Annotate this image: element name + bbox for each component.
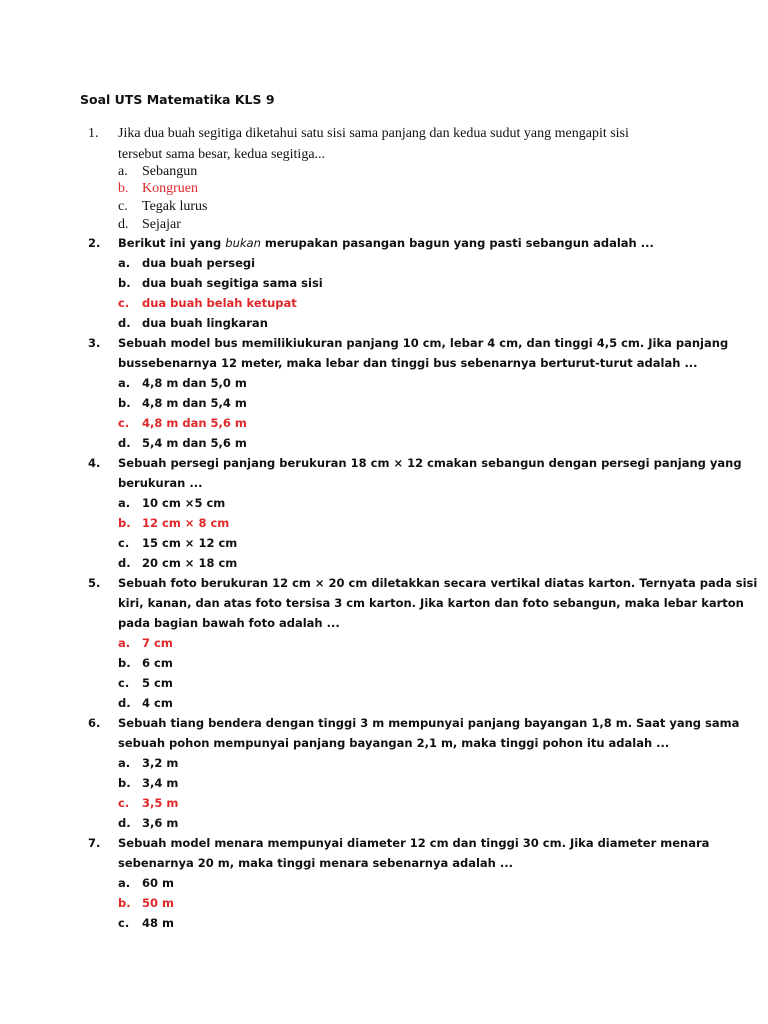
question-text-line: Berikut ini yang bukan merupakan pasangan bagun yang pasti sebangun adalah ... <box>118 236 654 250</box>
question-text-line: tersebut sama besar, kedua segitiga... <box>118 147 326 162</box>
question-text-line: Jika dua buah segitiga diketahui satu sisi sama panjang dan kedua sudut yang mengapit sisi <box>118 126 629 141</box>
question-number: 2. <box>88 236 101 250</box>
question-number: 1. <box>88 126 99 141</box>
page-title: Soal UTS Matematika KLS 9 <box>80 92 275 107</box>
document-page: Soal UTS Matematika KLS 9 1. Jika dua buah segitiga diketahui satu sisi sama panjang dan kedua sudut yang mengapit sisi tersebut sama besar, kedua segitiga... a. Sebangun b. Kongruen c. Tegak lurus d. Sejajar 2. Berikut ini yang bukan merupakan pasangan bagun yang pasti sebangun adalah ... a. dua buah persegi b. dua buah segitiga sama sisi c. dua buah belah ketupat d. dua buah lingkaran 3. Sebuah model bus memilikiukuran panjang 10 cm, lebar 4 cm, dan tinggi 4,5 cm. Jika panjang bussebenarnya 12 meter, maka lebar dan tinggi bus sebenarnya berturut-turut adalah ... a. 4,8 m dan 5,0 m b. 4,8 m dan 5,4 m c. 4,8 m dan 5,6 m d. 5,4 m dan 5,6 m 4. Sebuah persegi panjang berukuran 18 cm × 12 cmakan sebangun dengan persegi panjang yang berukuran ... a. 10 cm ×5 cm b. 12 cm × 8 cm c. 15 cm × 12 cm d. 20 cm × 18 cm 5. Sebuah foto berukuran 12 cm × 20 cm diletakkan secara vertikal diatas karton. Ternyata pada sisi kiri, kanan, dan atas foto tersisa 3 cm karton. Jika karton dan foto sebangun, maka lebar karton pada bagian bawah foto adalah ... a. 7 cm b. 6 cm c. 5 cm d. 4 cm 6. Sebuah tiang bendera dengan tinggi 3 m mempunyai panjang bayangan 1,8 m. Saat yang sama sebuah pohon mempunyai panjang bayangan 2,1 m, maka tinggi pohon itu adalah ... a. 3,2 m b. 3,4 m c. 3,5 m d. 3,6 m 7. Sebuah model menara mempunyai diameter 12 cm dan tinggi 30 cm. Jika diameter menara sebenarnya 20 m, maka tinggi menara sebenarnya adalah ... a. 60 m b. 50 m c. 48 m <box>80 92 758 930</box>
